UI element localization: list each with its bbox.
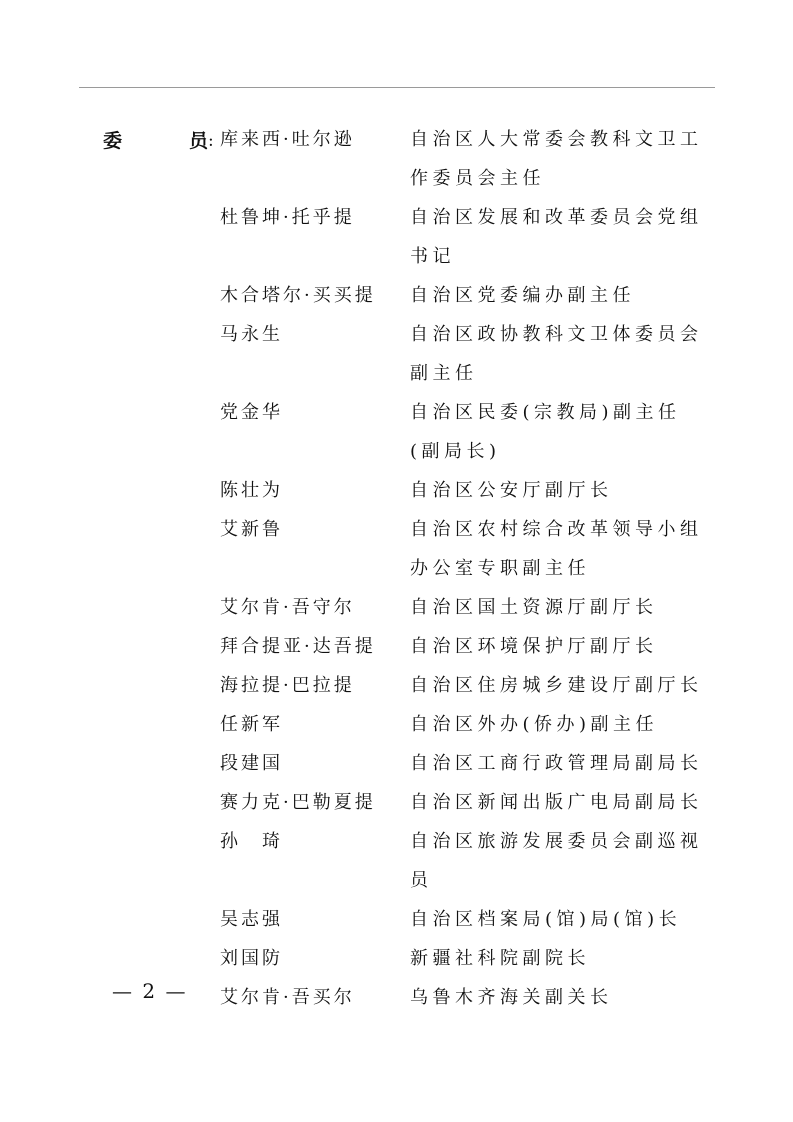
member-post: 自治区新闻出版广电局副局长 <box>410 792 703 813</box>
member-row <box>0 315 793 393</box>
member-name: 艾新鲁 <box>220 519 283 540</box>
member-name: 吴志强 <box>220 909 283 930</box>
member-row <box>0 276 793 315</box>
member-name: 杜鲁坤·托乎提 <box>220 207 355 228</box>
member-post: 自治区发展和改革委员会党组书记 <box>410 207 703 267</box>
member-post: 乌鲁木齐海关副关长 <box>410 987 613 1008</box>
member-row <box>0 666 793 705</box>
member-name: 海拉提·巴拉提 <box>220 675 355 696</box>
member-post: 自治区人大常委会教科文卫工作委员会主任 <box>410 129 703 189</box>
member-post: 自治区环境保护厅副厅长 <box>410 636 658 657</box>
member-post: 自治区旅游发展委员会副巡视员 <box>410 831 703 891</box>
member-row <box>0 822 793 900</box>
member-name: 木合塔尔·买买提 <box>220 285 376 306</box>
member-post: 自治区国土资源厅副厅长 <box>410 597 658 618</box>
member-post: 自治区档案局(馆)局(馆)长 <box>410 909 682 930</box>
role-label-char-1: 委 <box>103 130 123 152</box>
member-row <box>0 900 793 939</box>
member-name: 赛力克·巴勒夏提 <box>220 792 376 813</box>
member-row <box>0 198 793 276</box>
member-row <box>0 471 793 510</box>
member-row <box>0 120 793 198</box>
page-number: — 2 — <box>112 979 188 1003</box>
member-list <box>0 120 793 1017</box>
role-label-colon: : <box>208 131 214 151</box>
member-post: 自治区住房城乡建设厅副厅长 <box>410 675 703 696</box>
member-row <box>0 393 793 471</box>
member-post: 自治区党委编办副主任 <box>410 285 635 306</box>
member-post: 自治区公安厅副厅长 <box>410 480 613 501</box>
header-rule <box>79 87 715 88</box>
member-post: 自治区外办(侨办)副主任 <box>410 714 659 735</box>
member-row <box>0 705 793 744</box>
member-name: 党金华 <box>220 402 283 423</box>
member-row <box>0 744 793 783</box>
member-name: 库来西·吐尔逊 <box>220 129 355 150</box>
member-name: 拜合提亚·达吾提 <box>220 636 376 657</box>
member-post: 新疆社科院副院长 <box>410 948 590 969</box>
member-post: 自治区工商行政管理局副局长 <box>410 753 703 774</box>
member-row <box>0 627 793 666</box>
member-post: 自治区政协教科文卫体委员会副主任 <box>410 324 703 384</box>
member-post: 自治区农村综合改革领导小组办公室专职副主任 <box>410 519 703 579</box>
member-name: 陈壮为 <box>220 480 283 501</box>
member-name: 段建国 <box>220 753 283 774</box>
member-row <box>0 588 793 627</box>
member-name: 任新军 <box>220 714 283 735</box>
member-name: 艾尔肯·吾守尔 <box>220 597 355 618</box>
member-name: 孙 琦 <box>220 831 283 852</box>
member-row <box>0 939 793 978</box>
member-name: 马永生 <box>220 324 283 345</box>
member-row <box>0 510 793 588</box>
role-label-char-2: 员 <box>189 130 209 152</box>
member-post: 自治区民委(宗教局)副主任(副局长) <box>410 402 681 462</box>
member-row <box>0 783 793 822</box>
member-name: 艾尔肯·吾买尔 <box>220 987 355 1008</box>
member-name: 刘国防 <box>220 948 283 969</box>
